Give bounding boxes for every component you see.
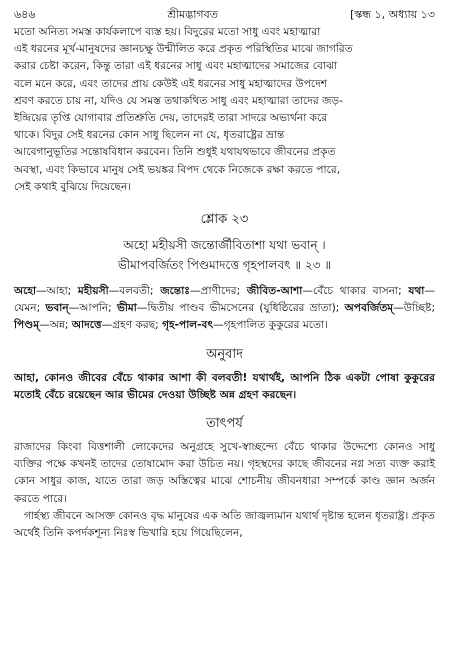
intro-line: মতো অনিত্য সমস্ত কার্যকলাপে ব্যস্ত হয়। বিদুরের মতো সাধু এবং মহাত্মারা (14, 26, 321, 38)
intro-line: শ্রবণ করতে চায় না, যদিও যে সমস্ত তথাকথিত সাধু এবং মহাত্মারা তাদের জড়- (14, 94, 343, 107)
synonym-meaning: অন্ন; (49, 319, 72, 332)
verse-line-2: ভীমাপবর্জিতং পিণ্ডমাদত্তে গৃহপালবৎ ॥ ২৩ ॥ (117, 258, 332, 273)
synonym-word: পিণ্ডম্ (14, 319, 40, 332)
synonym-word: মহীয়সী (77, 285, 109, 298)
intro-line: আবেগানুভূতির সন্তোষবিধান করবেন। তিনি শুধুই যথাযথভাবে জীবনের প্রকৃত (14, 146, 336, 159)
synonym-word: গৃহ-পাল-বৎ (162, 319, 214, 332)
page-number: ৬৪৬ (14, 8, 36, 21)
intro-line: থাকে। বিদুর সেই ধরনের কোন সাধু ছিলেন না যে, ধৃতরাষ্ট্রের ভ্রান্ত (14, 129, 285, 142)
synonyms: অহো—আহা; মহীয়সী—বলবতী; জন্তোঃ—প্রাণীদের; জীবিত-আশা—বেঁচে থাকার বাসনা; যথা—যেমন; ভবান্—আপনি; ভীমা—দ্বিতীয় পাণ্ডব ভীমসেনের (যুধিষ্ঠিরের ভ্রাতা); অপবর্জিতম্—উচ্ছিষ্ট; পিণ্ডম্—অন্ন; আদত্তে—গ্রহণ করছ; গৃহ-পাল-বৎ—গৃহপালিত কুকুরের মতো। (14, 285, 436, 332)
page-header (14, 6, 435, 24)
purport-paragraph-1: রাজাদের কিংবা বিত্তশালী লোকেদের অনুগ্রহে সুখে-স্বাচ্ছন্দ্যে বেঁচে থাকার উদ্দেশ্যে কোনও সাধু ব্যক্তির পক্ষে কখনই তাদের তোষামোদ করা উচিত নয়। গৃহস্থদের কাছে জীবনের নগ্ন সত্য ব্যক্ত করাই কোন সাধুর কাজ, যাতে তারা জড় অস্তিত্বের মাঝে শোচনীয় জীবনধারা সম্পর্কে কাণ্ড জ্ঞান অর্জন করতে পারে। (14, 441, 435, 505)
purport-paragraph-2: গার্হস্থ্য জীবনে আসক্ত কোনও বৃদ্ধ মানুষের এক অতি জাজ্বল্যমান যথার্থ দৃষ্টান্ত হলেন ধৃতরাষ্ট্র। প্রকৃত অর্থেই তিনি কপর্দকশূন্য নিঃস্ব ভিখারি হয়ে গিয়েছিলেন, (14, 509, 435, 540)
synonym-meaning: আহা; (46, 285, 78, 298)
synonym-meaning: বলবতী; (119, 285, 161, 298)
intro-line: সেই কথাই বুঝিয়ে দিয়েছেন। (14, 180, 132, 193)
translation-heading: অনুবাদ (206, 346, 243, 362)
intro-line: করার চেষ্টা করেন, কিন্তু তারা এই ধরনের সাধু এবং মহাত্মাদের সমাজের বোঝা (14, 60, 338, 73)
synonym-meaning: আপনি; (79, 302, 117, 315)
synonym-meaning: যেমন; (14, 302, 46, 315)
purport-heading: তাৎপর্য (206, 416, 243, 432)
synonym-word: জন্তোঃ (160, 285, 190, 298)
intro-paragraph (14, 24, 435, 196)
synonym-meaning: দ্বিতীয় পাণ্ডব ভীমসেনের (যুধিষ্ঠিরের ভ্রাতা); (147, 302, 345, 315)
synonym-word: ভীমা (116, 302, 137, 315)
synonym-meaning: গৃহপালিত কুকুরের মতো। (223, 319, 328, 332)
intro-line: বলে মনে করে, এবং তাদের প্রায় কেউই এই ধরনের সাধু মহাত্মাদের উপদেশ (14, 77, 328, 90)
synonym-word: যথা (408, 285, 425, 298)
synonym-meaning: বেঁচে থাকার বাসনা; (312, 285, 409, 298)
synonym-word: জীবিত-আশা (246, 285, 303, 298)
synonym-word: অহো (14, 285, 37, 298)
book-title: শ্রীমদ্ভাগবত (167, 8, 218, 21)
synonym-meaning: গ্রহণ করছ; (112, 319, 163, 332)
translation-text: আহা, কোনও জীবের বেঁচে থাকার আশা কী বলবতী! যথার্থই, আপনি ঠিক একটা পোষা কুকুরের মতোই বেঁচে রয়েছেন আর ভীমের দেওয়া উচ্ছিষ্ট অন্ন গ্রহণ করছেন। (14, 371, 435, 401)
synonym-meaning: উচ্ছিষ্ট; (403, 302, 436, 315)
intro-line: এই ধরনের মূর্খ-মানুষদের জ্ঞানচক্ষু উন্মীলিত করে প্রকৃত পরিস্থিতির মাঝে জাগরিত (14, 43, 353, 56)
verse-heading: শ্লোক ২৩ (200, 212, 249, 228)
verse-line-1: অহো মহীয়সী জন্তোর্জীবিতাশা যথা ভবান্ । (123, 238, 326, 253)
chapter-reference: [স্কন্ধ ১, অধ্যায় ১৩ (350, 8, 435, 21)
intro-line: ইন্দ্রিয়ের তৃপ্তি যোগাবার প্রতিশ্রুতি দেয়, তাদেরই তারা সাদরে অভ্যর্থনা করে (14, 112, 328, 125)
intro-line: অবস্থা, এবং কিভাবে মানুষ সেই ভয়ঙ্কর বিপদ থেকে নিজেকে রক্ষা করতে পারে, (14, 163, 341, 176)
synonym-word: অপবর্জিতম্ (344, 302, 394, 315)
synonym-word: আদত্তে (71, 319, 102, 332)
synonym-word: ভবান্ (45, 302, 69, 315)
synonym-meaning: প্রাণীদের; (200, 285, 247, 298)
